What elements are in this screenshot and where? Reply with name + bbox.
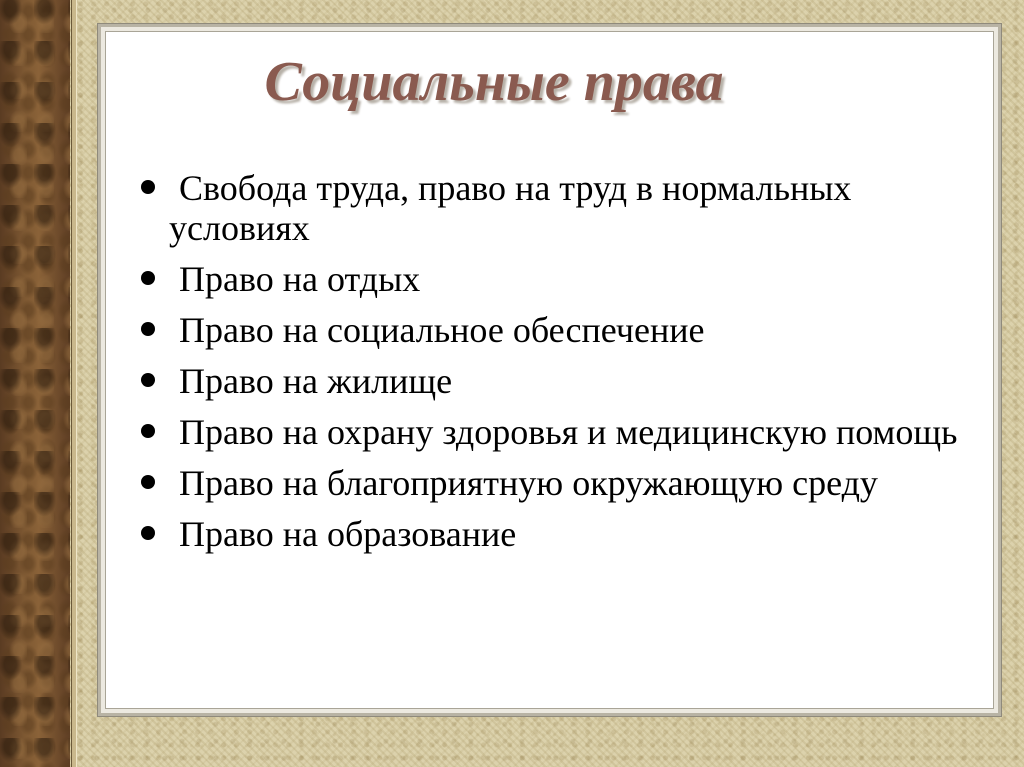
- list-item: [135, 361, 965, 401]
- rights-list: [135, 168, 965, 565]
- list-item: [135, 412, 965, 452]
- slide-title: Социальные права: [264, 51, 724, 113]
- list-item-text: Право на охрану здоровья и медицинскую помощь: [179, 412, 958, 452]
- list-item: [135, 514, 965, 554]
- list-item: [135, 463, 965, 503]
- decorative-divider: [71, 0, 77, 767]
- list-item: [135, 310, 965, 350]
- bullet-icon: [141, 180, 155, 194]
- list-item-text: Право на благоприятную окружающую среду: [179, 463, 878, 503]
- list-item: [135, 168, 965, 248]
- list-item-text: Право на социальное обеспечение: [179, 310, 705, 350]
- bullet-icon: [141, 424, 155, 438]
- list-item-text: Свобода труда, право на труд в нормальных условиях: [169, 168, 852, 248]
- list-item-text: Право на образование: [179, 514, 517, 554]
- bullet-icon: [141, 526, 155, 540]
- bullet-icon: [141, 322, 155, 336]
- list-item-text: Право на жилище: [179, 361, 453, 401]
- list-item-text: Право на отдых: [179, 259, 421, 299]
- bullet-icon: [141, 475, 155, 489]
- decorative-wood-strip: [0, 0, 70, 767]
- list-item: [135, 259, 965, 299]
- bullet-icon: [141, 373, 155, 387]
- bullet-icon: [141, 271, 155, 285]
